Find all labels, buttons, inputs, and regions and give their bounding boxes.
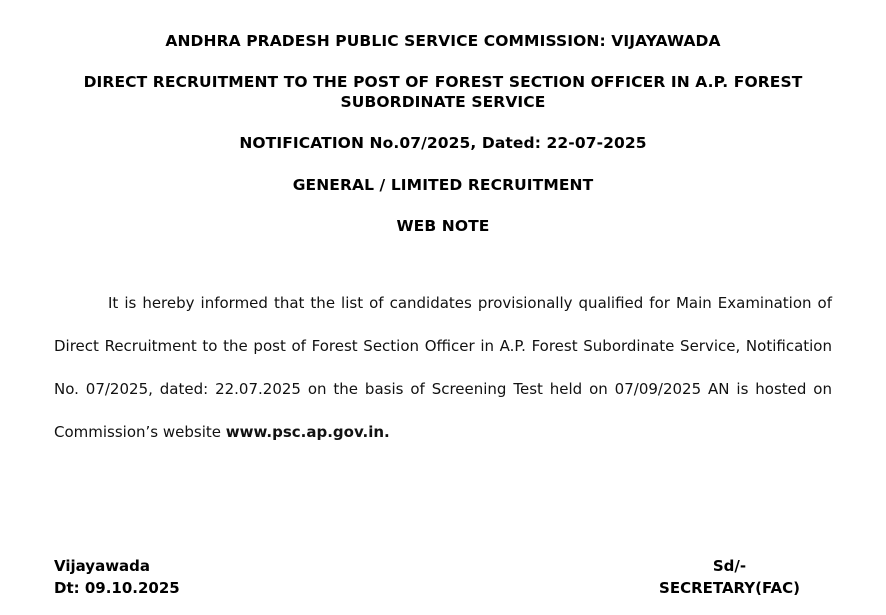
heading-commission: ANDHRA PRADESH PUBLIC SERVICE COMMISSION: VIJAYAWADA <box>165 32 721 50</box>
footer-right-block <box>659 555 832 599</box>
footer-designation: SECRETARY(FAC) <box>659 579 800 597</box>
footer-place: Vijayawada <box>54 557 151 575</box>
heading-web-note: WEB NOTE <box>396 216 490 235</box>
footer-left-block <box>54 555 180 599</box>
heading-recruitment-type: GENERAL / LIMITED RECRUITMENT <box>292 175 594 194</box>
document-body <box>54 282 832 454</box>
document-footer <box>54 555 832 599</box>
heading-notification: NOTIFICATION No.07/2025, Dated: 22-07-2025 <box>239 134 647 153</box>
document-heading-block <box>54 32 832 236</box>
website-link: www.psc.ap.gov.in. <box>225 423 390 442</box>
heading-recruitment-title: DIRECT RECRUITMENT TO THE POST OF FOREST SECTION OFFICER IN A.P. FOREST SUBORDINATE SERVICE <box>83 73 803 111</box>
footer-sign: Sd/- <box>712 557 747 575</box>
body-paragraph: It is hereby informed that the list of candidates provisionally qualified for Main Examination of Direct Recruitment to the post of Forest Section Officer in A.P. Forest Subordinate Service, Notification No. 07/2025, dated: 22.07.2025 on the basis of Screening Test held on 07/09/2025 AN is hosted on Commission’s website <box>54 294 832 442</box>
footer-date: Dt: 09.10.2025 <box>54 579 180 597</box>
